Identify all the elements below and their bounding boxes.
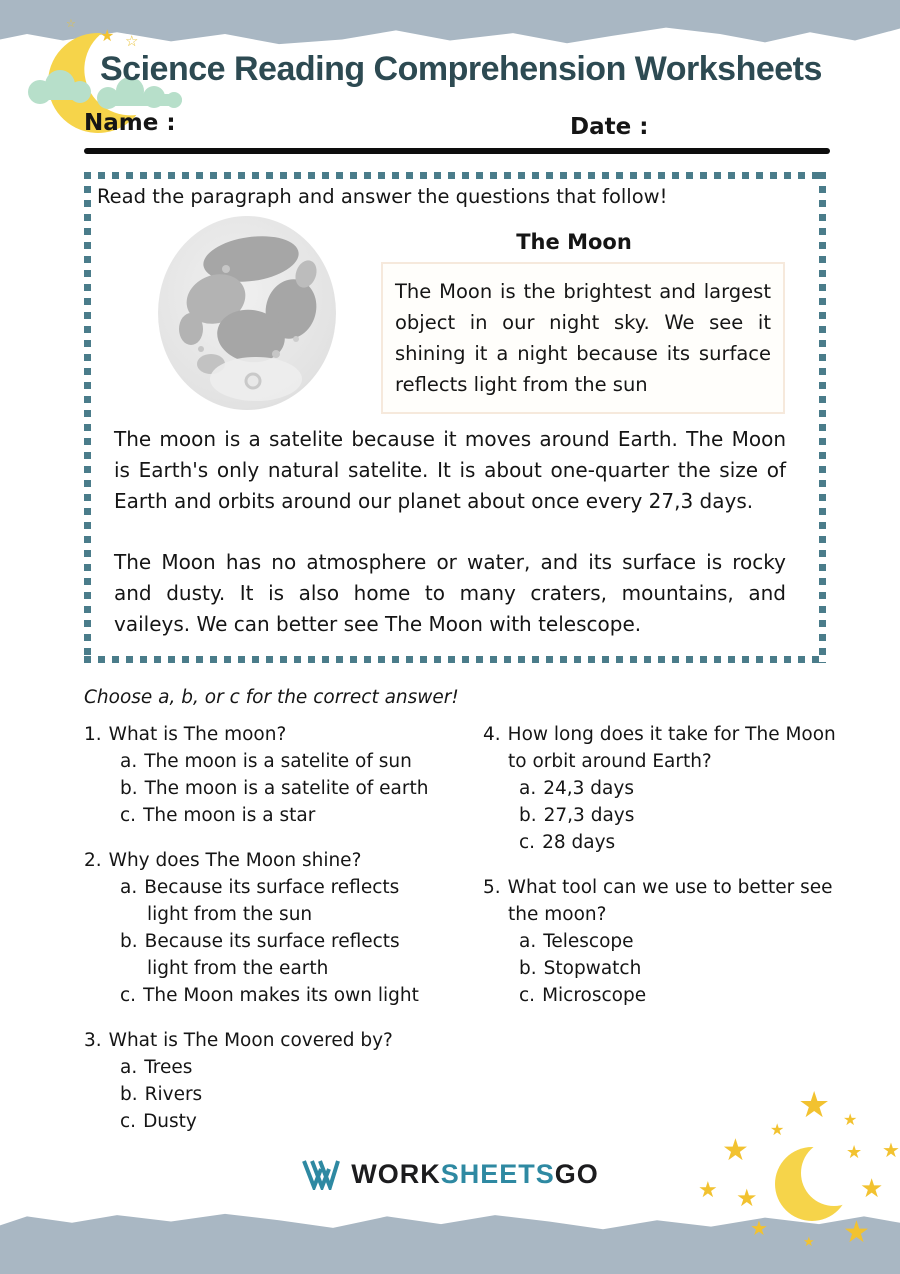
logo-work: WORK — [351, 1158, 441, 1189]
question-1 — [84, 721, 484, 829]
logo-text — [351, 1159, 599, 1190]
option-letter: c. — [120, 985, 137, 1006]
logo-sheets: SHEETS — [440, 1158, 555, 1189]
star-icon: ★ — [843, 1215, 870, 1250]
option-letter: b. — [120, 778, 138, 799]
intro-box — [381, 262, 785, 414]
star-icon: ★ — [843, 1110, 858, 1129]
dashed-border-right — [819, 172, 826, 663]
star-icon: ★ — [846, 1142, 863, 1163]
option-b — [519, 955, 883, 982]
question-2 — [84, 847, 484, 1009]
option-text: The moon is a satelite of sun — [144, 751, 412, 772]
option-c — [519, 982, 883, 1009]
question-number: 4. — [483, 724, 501, 745]
crescent-moon-icon — [775, 1145, 855, 1225]
dashed-border-top — [84, 172, 826, 179]
question-text: What tool can we use to better see — [507, 877, 833, 898]
option-text: Rivers — [144, 1084, 203, 1105]
option-text: Telescope — [543, 931, 634, 952]
header-divider — [84, 148, 830, 154]
passage-heading: The Moon — [516, 230, 632, 254]
option-a — [519, 928, 883, 955]
option-text: The Moon makes its own light — [143, 985, 419, 1006]
star-outline-icon: ☆ — [66, 17, 76, 30]
option-letter: c. — [519, 985, 536, 1006]
option-text: The moon is a star — [143, 805, 316, 826]
option-letter: a. — [120, 1057, 138, 1078]
option-text: Stopwatch — [543, 958, 642, 979]
option-text-continued: light from the sun — [147, 904, 313, 925]
option-letter: a. — [519, 778, 537, 799]
option-a — [120, 748, 484, 775]
option-letter: b. — [519, 958, 537, 979]
intro-paragraph: The Moon is the brightest and largest object in our night sky. We see it shining it a night because its surface reflects light from the sun — [395, 280, 771, 396]
passage-paragraph-2: The moon is a satelite because it moves around Earth. The Moon is Earth's only natural satelite. It is about one-quarter the size of Earth and orbits around our planet about once every 27,3 days. — [114, 427, 786, 513]
option-text: 28 days — [542, 832, 616, 853]
page-title: Science Reading Comprehension Worksheets — [100, 50, 822, 88]
passage-box — [84, 172, 826, 663]
option-c — [519, 829, 883, 856]
option-letter: c. — [120, 805, 137, 826]
question-number: 1. — [84, 724, 102, 745]
question-5 — [483, 874, 883, 1009]
option-letter: a. — [120, 877, 138, 898]
option-text: Dusty — [143, 1111, 197, 1132]
worksheetsgo-w-icon — [301, 1158, 341, 1190]
option-c — [120, 1108, 484, 1135]
option-text: The moon is a satelite of earth — [144, 778, 429, 799]
option-text: Microscope — [542, 985, 647, 1006]
option-text: Because its surface reflects — [144, 877, 400, 898]
option-letter: b. — [120, 931, 138, 952]
star-icon: ★ — [882, 1138, 900, 1162]
question-text-continued: to orbit around Earth? — [508, 751, 712, 772]
quiz-column-left — [84, 721, 484, 1135]
question-number: 5. — [483, 877, 501, 898]
date-label: Date : — [570, 114, 649, 140]
question-number: 2. — [84, 850, 102, 871]
option-text: Because its surface reflects — [144, 931, 400, 952]
question-text: What is The Moon covered by? — [108, 1030, 393, 1051]
star-icon: ★ — [722, 1133, 749, 1168]
option-c — [120, 802, 484, 829]
star-icon: ★ — [100, 26, 115, 45]
question-3 — [84, 1027, 484, 1135]
star-icon: ★ — [750, 1216, 768, 1240]
dashed-border-bottom — [84, 656, 826, 663]
option-letter: b. — [120, 1084, 138, 1105]
star-icon: ★ — [860, 1174, 884, 1204]
option-a — [120, 1054, 484, 1081]
star-icon: ★ — [803, 1235, 815, 1250]
quiz-instruction: Choose a, b, or c for the correct answer! — [84, 687, 459, 708]
option-b — [120, 928, 484, 955]
option-a — [519, 775, 883, 802]
option-letter: a. — [519, 931, 537, 952]
option-text-continued: light from the earth — [147, 958, 329, 979]
question-text-continued: the moon? — [508, 904, 607, 925]
passage-instruction: Read the paragraph and answer the questions that follow! — [97, 185, 668, 208]
option-text: 24,3 days — [543, 778, 634, 799]
star-icon: ★ — [698, 1178, 718, 1203]
question-text: Why does The Moon shine? — [108, 850, 362, 871]
option-text: Trees — [144, 1057, 193, 1078]
logo-go: GO — [554, 1158, 599, 1189]
option-b — [120, 775, 484, 802]
option-c — [120, 982, 484, 1009]
option-a — [120, 874, 484, 901]
quiz-column-right — [483, 721, 883, 1009]
star-icon: ★ — [736, 1184, 758, 1212]
option-letter: c. — [120, 1111, 137, 1132]
worksheetsgo-logo — [0, 1158, 900, 1190]
star-icon: ★ — [770, 1120, 785, 1139]
question-number: 3. — [84, 1030, 102, 1051]
option-letter: a. — [120, 751, 138, 772]
star-outline-icon: ☆ — [125, 32, 139, 50]
option-b — [120, 1081, 484, 1108]
passage-paragraph-3: The Moon has no atmosphere or water, and its surface is rocky and dusty. It is also home to many craters, mountains, and vaileys. We can better see The Moon with telescope. — [114, 550, 786, 636]
question-text: What is The moon? — [108, 724, 287, 745]
option-b — [519, 802, 883, 829]
question-text: How long does it take for The Moon — [507, 724, 836, 745]
option-text: 27,3 days — [543, 805, 635, 826]
moon-image — [156, 214, 338, 412]
dashed-border-left — [84, 172, 91, 663]
option-letter: b. — [519, 805, 537, 826]
question-4 — [483, 721, 883, 856]
star-icon: ★ — [798, 1085, 831, 1126]
name-label: Name : — [84, 110, 176, 136]
option-letter: c. — [519, 832, 536, 853]
